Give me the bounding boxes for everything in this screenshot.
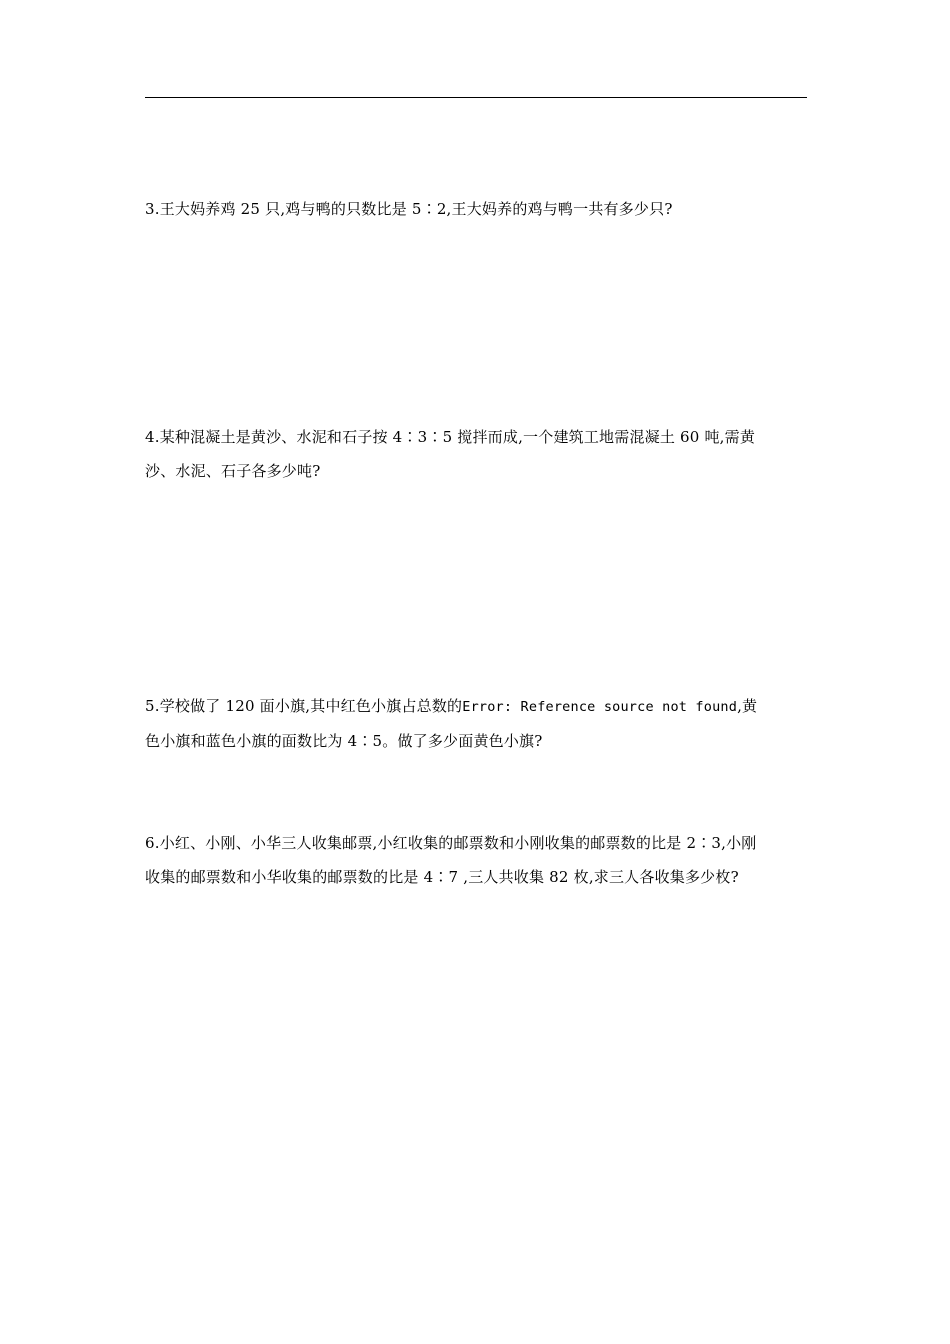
problem-5 — [145, 689, 810, 758]
problem-5-line-1 — [145, 689, 810, 724]
problem-5-text-after: ,黄 — [737, 697, 758, 715]
problem-4 — [145, 420, 810, 488]
problem-3 — [145, 192, 810, 226]
reference-error-text: Error: Reference source not found — [462, 699, 738, 715]
problem-3-line-1: 3.王大妈养鸡 25 只,鸡与鸭的只数比是 5∶2,王大妈养的鸡与鸭一共有多少只? — [145, 200, 673, 218]
problem-5-text-before: 5.学校做了 120 面小旗,其中红色小旗占总数的 — [145, 697, 463, 715]
problem-4-line-1: 4.某种混凝土是黄沙、水泥和石子按 4∶3∶5 搅拌而成,一个建筑工地需混凝土 60 吨,需黄 — [145, 428, 756, 446]
problem-6-line-1: 6.小红、小刚、小华三人收集邮票,小红收集的邮票数和小刚收集的邮票数的比是 2∶3,小刚 — [145, 834, 757, 852]
problem-6-line-2: 收集的邮票数和小华收集的邮票数的比是 4∶7 ,三人共收集 82 枚,求三人各收集多少枚? — [145, 868, 739, 886]
problem-6 — [145, 826, 810, 894]
problem-4-line-2: 沙、水泥、石子各多少吨? — [145, 462, 321, 480]
problem-5-line-2: 色小旗和蓝色小旗的面数比为 4∶5。做了多少面黄色小旗? — [145, 732, 543, 750]
header-rule — [145, 97, 807, 98]
